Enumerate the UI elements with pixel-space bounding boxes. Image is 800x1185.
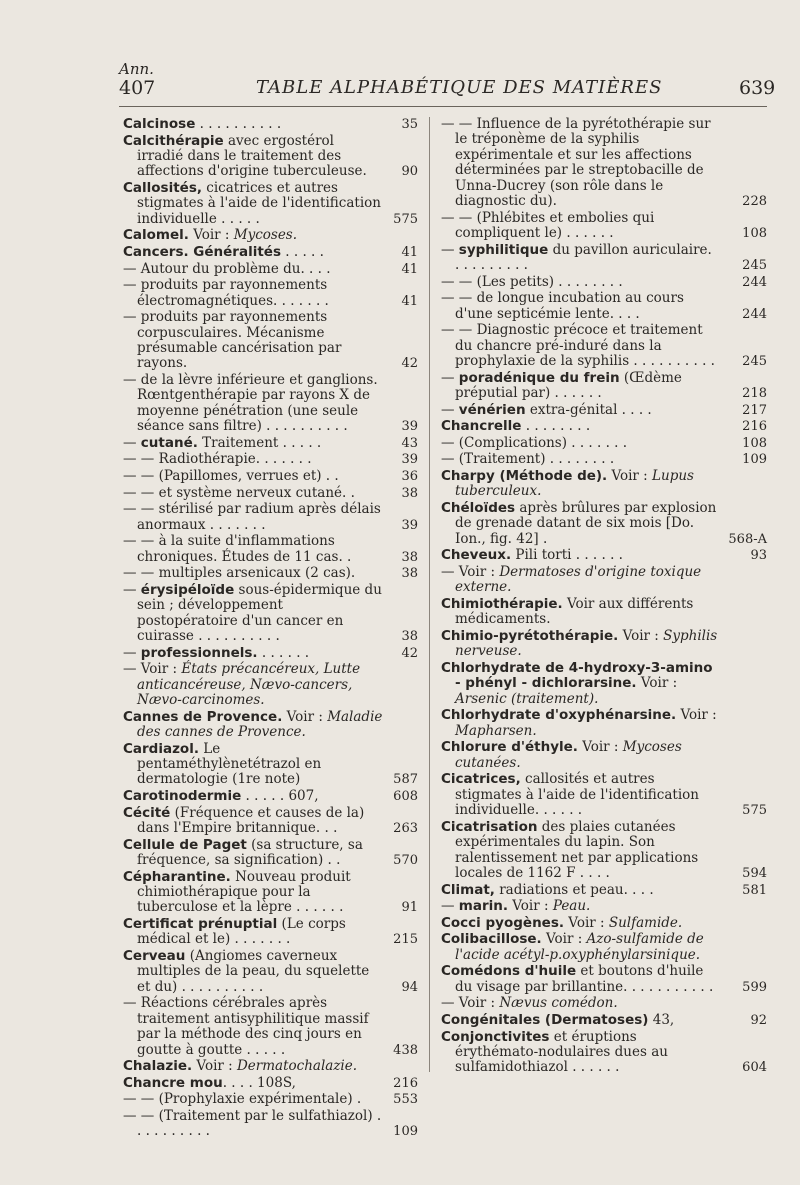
index-entry [123,181,418,227]
index-entry [441,820,767,882]
entry-text: — — de longue incubation au cours d'une septicémie lente. . . . [441,290,684,322]
annotation-ann: Ann. [119,60,154,78]
index-entry [441,932,767,963]
entry-text: (sa structure, sa fréquence, sa signification) . . [137,836,363,868]
entry-heading: marin. [458,898,508,915]
entry-text: Voir : [607,468,653,484]
entry-heading: Cardiazol. [123,740,199,757]
entry-text: (Œdème préputial par) . . . . . . [455,369,682,402]
entry-text: — — stérilisé par radium après délais anormaux . . . . . . . [123,501,381,533]
entry-text: (Le corps médical et le) . . . . . . . [137,916,346,948]
entry-heading: Chalazie. [123,1058,193,1075]
index-entry [123,870,418,916]
entry-text: callosités et autres stigmates à l'aide de l'identification individuelle. . . . . . [455,771,699,819]
index-entry [441,403,767,418]
entry-heading: cutané. [140,434,198,451]
index-entry [123,1076,418,1091]
entry-text: et boutons d'huile du visage par brillantine. . . . . . . . . . . [455,963,714,995]
index-entry [441,501,767,547]
entry-text: Voir : [676,707,717,724]
entry-text: Voir aux différents médicaments. [455,596,694,628]
entry-cross-reference: Syphilis nerveuse. [455,628,718,660]
entry-page-number: 108 [742,435,767,451]
index-entry [123,117,418,132]
entry-cross-reference: Dermatoses d'origine toxique externe. [455,564,702,596]
entry-page-number: 263 [393,821,418,836]
index-entry [123,789,418,804]
entry-heading: Chlorure d'éthyle. [441,739,578,756]
entry-page-number: 599 [742,979,767,995]
entry-text: — — multiples arsenicaux (2 cas). [123,565,356,582]
page-number: 639 [739,77,776,99]
entry-text: — (Traitement) . . . . . . . . [441,451,615,468]
entry-cross-reference: Mapharsen. [455,722,537,739]
entry-text: Voir : [564,914,609,931]
entry-page-number: 245 [742,258,767,274]
entry-page-number: 575 [742,803,767,819]
entry-page-number: 228 [742,194,767,210]
entry-heading: Cocci pyogènes. [441,914,565,931]
entry-cross-reference: Mycoses. [233,227,298,244]
index-entry [441,211,767,242]
entry-page-number: 94 [401,979,418,995]
entry-text: Voir : [192,1058,237,1075]
entry-heading: Carotinodermie [123,788,242,804]
entry-text: — produits par rayonnements électromagnétiques. . . . . . . [123,277,329,309]
entry-text: des plaies cutanées expérimentales du lapin. Son ralentissement net par applications locales de 1162 F . . . . [455,818,699,882]
entry-heading: Cheveux. [441,547,512,564]
entry-text: Le pentaméthylènetétrazol en dermatologie (1re note) [137,740,322,788]
index-entry [441,291,767,322]
entry-heading: Cannes de Provence. [123,708,283,725]
entry-page-number: 438 [393,1042,418,1058]
entry-cross-reference: Dermatochalazie. [236,1058,358,1075]
entry-text: . . . . . . . . [521,418,591,435]
entry-text: Voir : [577,739,623,756]
running-title: TABLE ALPHABÉTIQUE DES MATIÈRES [256,77,663,98]
entry-text: — produits par rayonnements corpusculaires. Mécanisme présumable cancérisation par rayons. [123,309,342,372]
entry-text: et éruptions érythémato-nodulaires dues au sulfamidothiazol . . . . . . [455,1028,668,1076]
index-entry [123,742,418,788]
entry-text: Voir : [282,708,328,725]
entry-page-number: 35 [401,117,418,132]
entry-heading: Comédons d'huile [441,963,577,980]
entry-heading: Chlorhydrate d'oxyphénarsine. [441,707,677,724]
entry-page-number: 91 [401,900,418,916]
entry-page-number: 244 [742,274,767,290]
entry-page-number: 39 [401,517,418,533]
entry-page-number: 92 [750,1013,767,1028]
entry-cross-reference: États précancéreux, Lutte anticancéreuse, Nævo-cancers, Nævo-carcinomes. [137,661,361,708]
entry-page-number: 581 [742,882,767,898]
header-rule [119,106,767,107]
index-entry [441,916,767,931]
entry-page-number: 570 [393,853,418,868]
entry-cross-reference: Mycoses cutanées. [455,739,682,771]
entry-heading: Calcithérapie [123,132,224,149]
entry-page-number: 608 [393,789,418,804]
index-entry [123,436,418,451]
entry-heading: Calcinose [123,116,196,132]
index-entry [123,278,418,309]
index-entry [123,452,418,467]
index-entry [441,708,767,739]
index-entry [441,436,767,451]
index-entry [123,134,418,180]
entry-text: — — (Prophylaxie expérimentale) . [123,1091,362,1108]
entry-text: 43, [648,1012,675,1028]
entry-page-number: 39 [401,452,418,468]
index-entry [441,117,767,209]
entry-text: . . . . . [280,244,324,260]
entry-text: Voir : [188,227,234,244]
index-entry [123,534,418,565]
index-entry [441,740,767,771]
entry-cross-reference: Sulfamide. [608,914,683,931]
entry-heading: Chancre mou [123,1074,223,1091]
index-entry [123,662,418,708]
entry-text: — — Diagnostic précoce et traitement du chancre pré-induré dans la prophylaxie de la syphilis . . . . . . . . . . [441,322,715,370]
index-entry [123,838,418,869]
entry-text: radiations et peau. . . . [494,881,654,898]
entry-heading: Chimiothérapie. [441,596,563,612]
index-entry [441,452,767,467]
entry-page-number: 217 [742,402,767,418]
entry-page-number: 594 [742,866,767,882]
entry-text: — Autour du problème du. . . . [123,260,331,277]
entry-page-number: 244 [742,306,767,322]
entry-heading: Climat, [441,881,495,898]
folio-handwritten: 407 [119,77,156,99]
entry-page-number: 38 [401,549,418,565]
entry-text: . . . . 108S, [222,1074,296,1091]
entry-page-number: 41 [401,261,418,277]
entry-text: cicatrices et autres stigmates à l'aide de l'identification individuelle . . . . . [137,180,381,227]
entry-dash: — [123,581,141,598]
entry-text: — — Influence de la pyrétothérapie sur le tréponème de la syphilis expérimentale et sur les affections déterminées par le streptobacille de Unna-Ducrey (son rôle dans le diagnostic du). [441,116,711,210]
entry-text: — — à la suite d'inflammations chroniques. Études de 11 cas. . [123,533,352,565]
entry-dash: — [123,434,141,451]
entry-heading: Callosités, [123,180,202,196]
index-entry [123,486,418,501]
index-column-right [441,117,767,1077]
index-entry [441,419,767,434]
entry-text: du pavillon auriculaire. . . . . . . . . . [455,241,712,274]
entry-heading: syphilitique [458,241,549,258]
entry-cross-reference: Nævus comédon. [499,995,618,1012]
entry-heading: Cicatrisation [441,818,538,835]
entry-text: Traitement . . . . . [197,434,322,451]
entry-text: Pili torti . . . . . . [511,547,623,564]
entry-text: Voir : [618,628,664,644]
index-entry [123,583,418,645]
entry-cross-reference: Arsenic (traitement). [455,690,599,707]
index-entry [441,996,767,1011]
entry-text: après brûlures par explosion de grenade datant de six mois [Do. Ion., fig. 42] . [455,500,717,547]
entry-dash: — [441,898,459,915]
entry-page-number: 41 [401,245,418,260]
index-entry [123,1109,418,1140]
entry-heading: Chimio-pyrétothérapie. [441,628,619,644]
index-entry [441,964,767,995]
entry-text: — — Radiothérapie. . . . . . . [123,451,312,468]
entry-cross-reference: Lupus tuberculeux. [455,468,694,500]
entry-heading: Chlorhydrate de 4-hydroxy-3-amino - phényl - dichlorarsine. [441,660,713,692]
entry-heading: Cerveau [123,948,186,964]
index-entry [123,996,418,1058]
index-entry [123,949,418,995]
entry-page-number: 42 [401,356,418,372]
entry-text: — — (Les petits) . . . . . . . . [441,273,623,290]
entry-text: Nouveau produit chimiothérapique pour la tuberculose et la lèpre . . . . . . [137,868,351,916]
entry-page-number: 41 [401,293,418,309]
index-entry [123,646,418,661]
index-entry [123,310,418,372]
index-entry [123,228,418,243]
entry-dash: — [441,241,459,258]
entry-heading: Cépharantine. [123,868,231,885]
entry-page-number: 216 [393,1075,418,1091]
entry-page-number: 39 [401,419,418,435]
index-entry [441,597,767,628]
entry-page-number: 38 [401,629,418,644]
entry-text: — Voir : [123,661,182,678]
index-entry [441,275,767,290]
entry-heading: Congénitales (Dermatoses) [441,1012,649,1028]
entry-text: . . . . . . [257,644,310,661]
entry-text: (Angiomes caverneux multiples de la peau, du squelette et du) . . . . . . . . . . [137,948,370,995]
entry-text: sous-épidermique du sein ; développement postopératoire d'un cancer en cuirasse . . . . . . . . . . [137,581,382,644]
entry-text: . . . . . . . . . . [195,116,282,132]
entry-dash: — [441,369,459,386]
entry-cross-reference: Maladie des cannes de Provence. [137,708,383,740]
index-entry [441,323,767,369]
entry-heading: Chéloïdes [441,500,516,516]
index-entry [123,1092,418,1107]
index-entry [123,806,418,837]
column-divider [429,117,430,1072]
entry-text: avec ergostérol irradié dans le traitement des affections d'origine tuberculeuse. [137,132,367,180]
index-entry [441,1013,767,1028]
entry-page-number: 108 [742,226,767,242]
entry-page-number: 553 [393,1092,418,1108]
index-entry [441,661,767,707]
entry-page-number: 109 [742,452,767,468]
entry-heading: Conjonctivites [441,1028,550,1045]
entry-text: Voir : [636,675,678,692]
index-entry [123,502,418,533]
entry-heading: Certificat prénuptial [123,916,278,932]
index-entry [441,899,767,914]
entry-text: Voir : [541,931,587,948]
entry-heading: Cicatrices, [441,771,521,788]
entry-page-number: 93 [750,548,767,564]
entry-heading: Cancers. Généralités [123,244,281,260]
entry-text: — — (Phlébites et embolies qui compliquent le) . . . . . . [441,209,655,242]
entry-text: (Fréquence et causes de la) dans l'Empire britannique. . . [137,804,365,836]
entry-page-number: 216 [742,419,767,435]
entry-text: . . . . . 607, [241,788,319,804]
entry-page-number: 42 [401,645,418,661]
index-entry [441,565,767,596]
entry-dash: — [441,401,459,418]
index-entry [441,469,767,500]
entry-heading: Colibacillose. [441,931,542,948]
entry-text: — — et système nerveux cutané. . [123,484,355,501]
entry-page-number: 587 [393,772,418,788]
entry-heading: professionnels. [140,644,258,661]
entry-text: — Voir : [441,995,500,1012]
entry-text: — Voir : [441,564,500,580]
entry-page-number: 245 [742,354,767,370]
entry-page-number: 575 [393,211,418,227]
entry-cross-reference: Peau. [552,898,591,915]
entry-page-number: 215 [393,932,418,948]
entry-text: — — (Papillomes, verrues et) . . [123,468,339,484]
index-entry [123,1059,418,1074]
entry-page-number: 90 [401,164,418,180]
entry-text: — — (Traitement par le sulfathiazol) . . . . . . . . . . [123,1108,382,1140]
index-entry [123,917,418,948]
entry-text: — (Complications) . . . . . . . [441,434,628,451]
index-entry [123,373,418,435]
entry-heading: vénérien [458,401,526,418]
index-entry [123,262,418,277]
entry-heading: érysipéloïde [140,581,235,598]
entry-text: Voir : [508,898,553,915]
index-entry [441,243,767,274]
entry-heading: Chancrelle [441,418,522,435]
index-entry [441,883,767,898]
index-entry [441,548,767,563]
entry-page-number: 43 [401,435,418,451]
index-entry [441,371,767,402]
entry-text: — de la lèvre inférieure et ganglions. Rœntgenthérapie par rayons X de moyenne pénétration (une seule séance sans filtre) . . . . . . . . . . [123,372,378,435]
entry-heading: Calomel. [123,227,189,244]
entry-page-number: 568-A [728,531,767,547]
index-entry [441,1030,767,1076]
index-column-left [123,117,418,1141]
index-entry [441,629,767,660]
entry-text: — Réactions cérébrales après traitement antisyphilitique massif par la méthode des cinq jours en goutte à goutte . . . . . [123,995,369,1058]
index-entry [123,245,418,260]
entry-page-number: 218 [742,386,767,402]
index-entry [441,772,767,818]
entry-dash: — [123,644,141,661]
index-entry [123,710,418,741]
entry-page-number: 38 [401,566,418,582]
entry-heading: Cellule de Paget [123,836,247,853]
entry-page-number: 109 [393,1124,418,1140]
entry-text: extra-génital . . . . [525,401,652,418]
entry-cross-reference: Azo-sulfamide de l'acide acétyl-p.oxyphénylarsinique. [455,931,704,963]
entry-page-number: 36 [401,469,418,484]
index-entry [123,469,418,484]
entry-heading: Cécité [123,804,171,821]
entry-page-number: 604 [742,1060,767,1076]
index-entry [123,566,418,581]
entry-page-number: 38 [401,485,418,501]
entry-heading: poradénique du frein [458,369,620,386]
entry-heading: Charpy (Méthode de). [441,468,608,484]
